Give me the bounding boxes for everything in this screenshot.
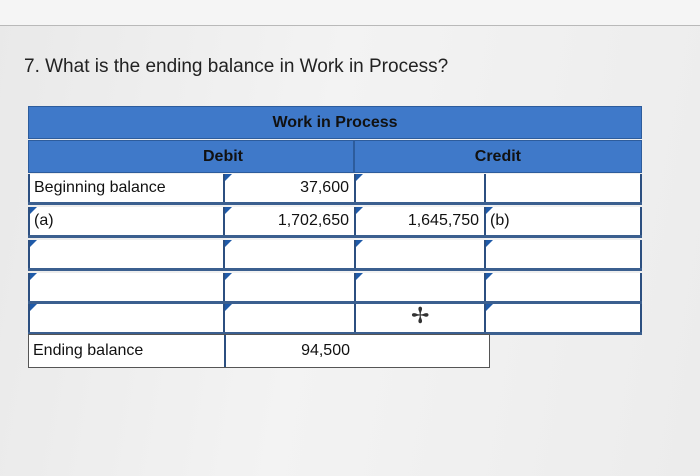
row-label[interactable] [28,304,223,332]
previous-answer-box [0,0,700,26]
question-text: 7. What is the ending balance in Work in Process? [24,56,449,77]
credit-label[interactable] [484,273,642,301]
table-row [28,207,642,238]
debit-value: 37,600 [300,179,349,196]
row-label[interactable] [28,273,223,301]
input-marker-icon [225,240,232,247]
input-marker-icon [486,207,493,214]
input-marker-icon [225,304,232,311]
input-marker-icon [356,240,363,247]
row-label[interactable]: Beginning balance [28,174,223,202]
t-account-table [28,106,642,374]
row-label-text: (a) [34,212,54,229]
input-marker-icon [30,304,37,311]
ending-balance-label: Ending balance [29,335,224,367]
debit-input[interactable] [223,207,354,235]
move-cursor-icon: ✢ [411,303,430,328]
row-label[interactable] [28,240,223,268]
debit-input[interactable] [223,240,354,268]
credit-value: 1,645,750 [407,212,479,229]
debit-input[interactable] [223,273,354,301]
credit-input[interactable] [354,207,484,235]
credit-label-text: (b) [490,212,510,229]
input-marker-icon [30,240,37,247]
debit-input[interactable] [223,174,354,202]
input-marker-icon [225,273,232,280]
input-marker-icon [486,304,493,311]
credit-header: Credit [354,140,642,173]
credit-label[interactable] [484,174,642,202]
table-row [28,240,642,271]
table-row [28,304,642,335]
input-marker-icon [356,273,363,280]
input-marker-icon [30,207,37,214]
input-marker-icon [225,207,232,214]
credit-label[interactable] [484,304,642,332]
input-marker-icon [356,207,363,214]
credit-input[interactable] [354,273,484,301]
ending-balance-row [28,334,490,368]
credit-input[interactable] [354,174,484,202]
account-title: Work in Process [28,106,642,139]
credit-input[interactable] [354,240,484,268]
row-label[interactable] [28,207,223,235]
debit-value: 1,702,650 [277,212,349,229]
input-marker-icon [486,240,493,247]
input-marker-icon [486,273,493,280]
input-marker-icon [356,174,363,181]
debit-header: Debit [28,140,354,173]
credit-label[interactable] [484,207,642,235]
credit-label[interactable] [484,240,642,268]
input-marker-icon [30,273,37,280]
debit-input[interactable] [223,304,354,332]
table-row [28,174,642,205]
ending-balance-value: 94,500 [224,335,355,367]
table-row [28,273,642,304]
input-marker-icon [225,174,232,181]
